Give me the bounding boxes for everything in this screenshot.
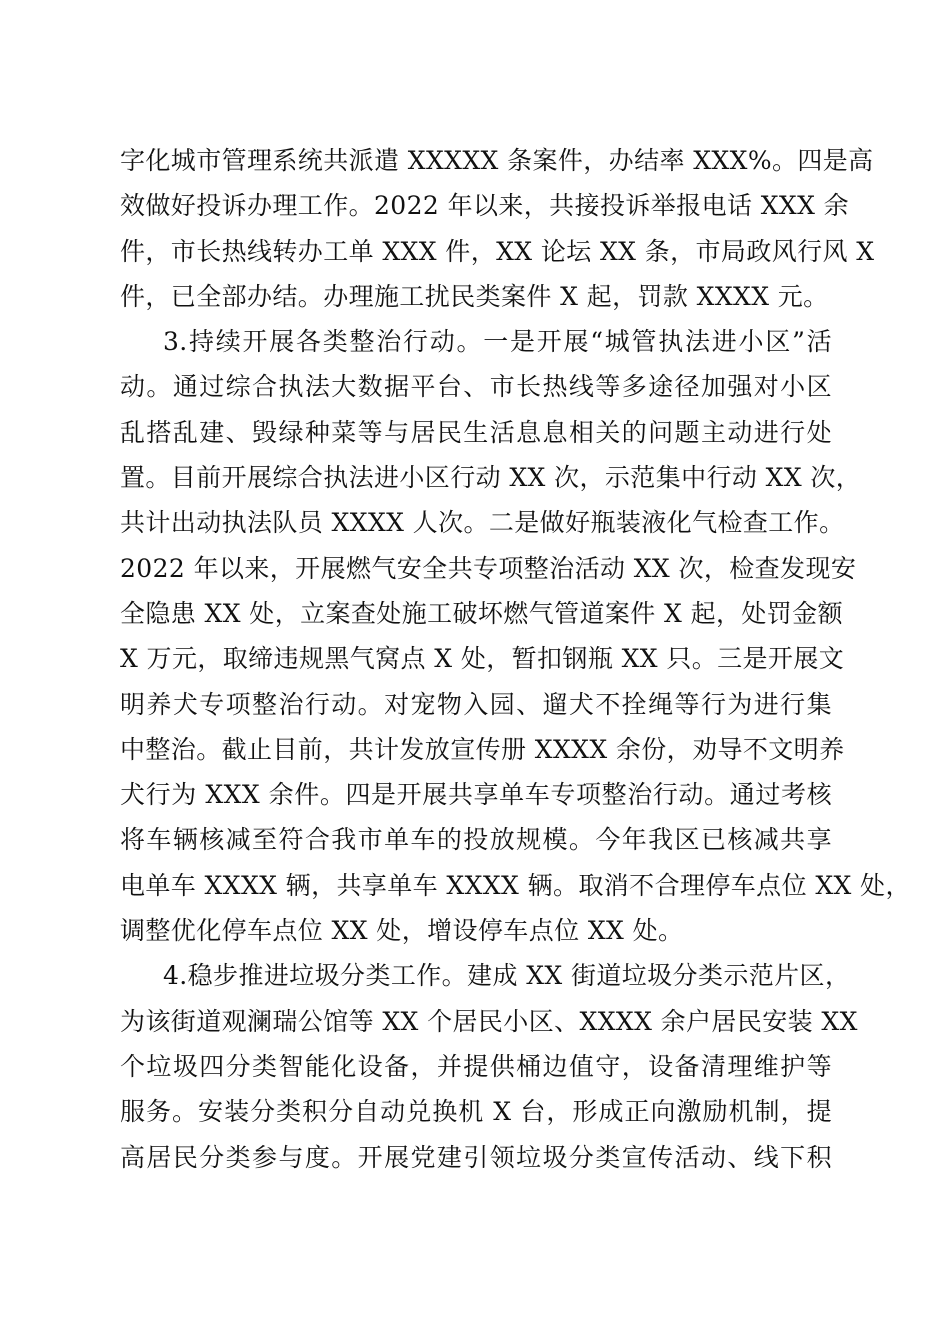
text-line: 字化城市管理系统共派遣 XXXXX 条案件，办结率 XXX%。四是高	[120, 146, 874, 175]
text-line: 置。目前开展综合执法进小区行动 XX 次，示范集中行动 XX 次，	[120, 463, 862, 493]
text-line: 件，已全部办结。办理施工扰民类案件 X 起，罚款 XXXX 元。	[120, 281, 829, 311]
text-line: 高居民分类参与度。开展党建引领垃圾分类宣传活动、线下积	[120, 1142, 832, 1172]
text-line: 效做好投诉办理工作。2022 年以来，共接投诉举报电话 XXX 余	[120, 191, 850, 221]
text-line: X 万元，取缔违规黑气窝点 X 处，暂扣钢瓶 XX 只。三是开展文	[120, 644, 845, 674]
text-line: 服务。安装分类积分自动兑换机 X 台，形成正向激励机制，提	[120, 1097, 832, 1127]
text-line: 动。通过综合执法大数据平台、市长热线等多途径加强对小区	[120, 372, 832, 402]
text-line: 件，市长热线转办工单 XXX 件，XX 论坛 XX 条，市局政风行风 X	[120, 236, 875, 266]
text-line: 将车辆核减至符合我市单车的投放规模。今年我区已核减共享	[120, 825, 832, 855]
text-line: 全隐患 XX 处，立案查处施工破坏燃气管道案件 X 起，处罚金额	[120, 598, 843, 628]
text-line: 明养犬专项整治行动。对宠物入园、遛犬不拴绳等行为进行集	[120, 689, 832, 719]
text-line: 调整优化停车点位 XX 处，增设停车点位 XX 处。	[120, 916, 684, 946]
text-line: 2022 年以来，开展燃气安全共专项整治活动 XX 次，检查发现安	[120, 553, 857, 583]
text-line: 电单车 XXXX 辆，共享单车 XXXX 辆。取消不合理停车点位 XX 处，	[120, 870, 911, 900]
text-line: 犬行为 XXX 余件。四是开展共享单车专项整治行动。通过考核	[120, 780, 832, 810]
text-line: 为该街道观澜瑞公馆等 XX 个居民小区、XXXX 余户居民安装 XX	[120, 1006, 858, 1036]
text-line: 乱搭乱建、毁绿种菜等与居民生活息息相关的问题主动进行处	[120, 417, 832, 447]
body-text	[120, 138, 911, 1180]
text-line: 个垃圾四分类智能化设备，并提供桶边值守，设备清理维护等	[120, 1051, 832, 1081]
text-line: 共计出动执法队员 XXXX 人次。二是做好瓶装液化气检查工作。	[120, 508, 845, 538]
text-line: 中整治。截止目前，共计发放宣传册 XXXX 余份，劝导不文明养	[120, 734, 845, 764]
paragraph-start-line: 3.持续开展各类整治行动。一是开展“城管执法进小区”活	[163, 327, 832, 357]
paragraph-start-line: 4.稳步推进垃圾分类工作。建成 XX 街道垃圾分类示范片区，	[163, 961, 851, 991]
